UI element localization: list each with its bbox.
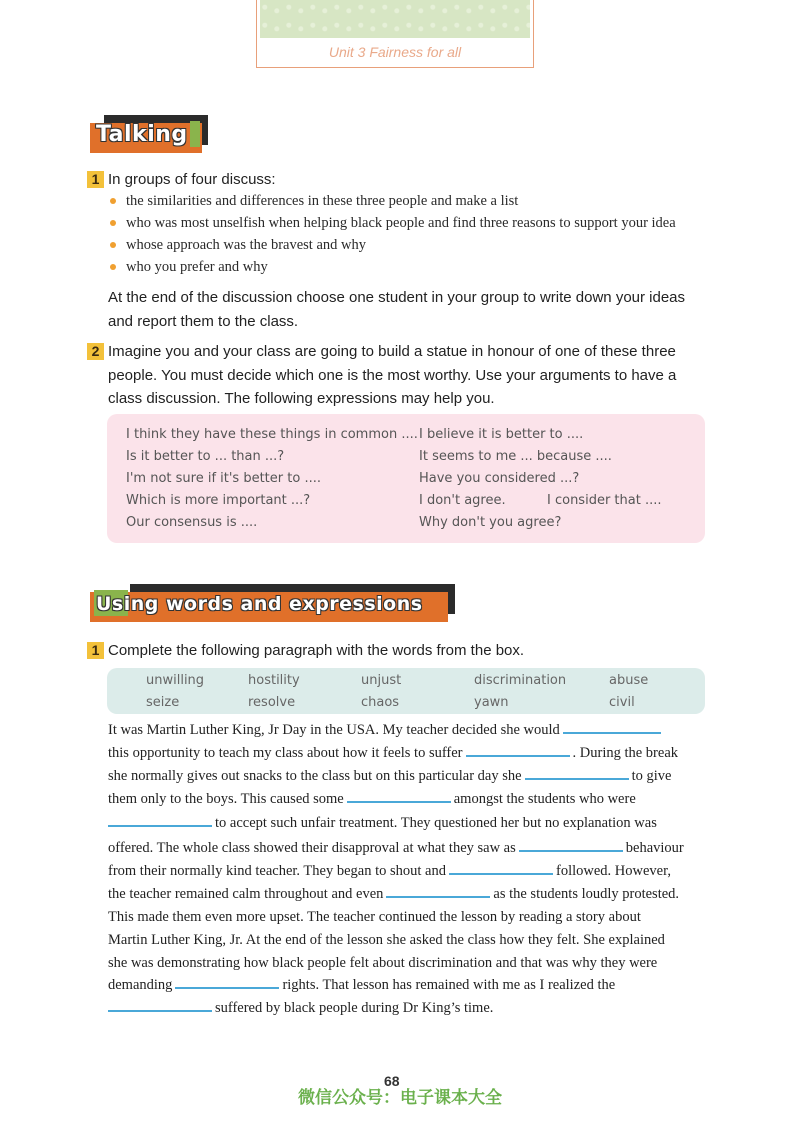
paragraph-text: behaviour — [625, 840, 684, 856]
expression-right: Why don't you agree? — [419, 515, 562, 530]
paragraph-line — [108, 745, 678, 762]
fill-in-blank[interactable] — [108, 1010, 212, 1012]
paragraph-line: she was demonstrating how black people felt about discrimination and that was why they were — [108, 955, 658, 971]
paragraph-text: as the students loudly protested. — [493, 886, 680, 902]
expression-extra: I consider that .... — [547, 493, 662, 508]
task1-after-line2: and report them to the class. — [108, 313, 299, 330]
fill-in-blank[interactable] — [466, 755, 570, 757]
paragraph-line: Martin Luther King, Jr. At the end of the lesson she asked the class how they felt. She explained — [108, 932, 665, 948]
word-item: hostility — [248, 673, 300, 688]
fill-in-blank[interactable] — [519, 850, 623, 852]
task-number-badge: 2 — [87, 343, 104, 360]
word-item: abuse — [609, 673, 649, 688]
paragraph-text: It was Martin Luther King, Jr Day in the USA. My teacher decided she would — [108, 722, 560, 738]
paragraph-text: she normally gives out snacks to the class but on this particular day she — [108, 768, 522, 784]
paragraph-text: amongst the students who were — [453, 791, 636, 807]
expression-right: I don't agree. — [419, 493, 506, 508]
paragraph-line — [108, 1000, 493, 1017]
task2-line3: class discussion. The following expressions may help you. — [108, 390, 495, 407]
unit-title: Unit 3 Fairness for all — [328, 44, 462, 60]
word-item: unjust — [361, 673, 402, 688]
useful-expressions-box — [107, 414, 705, 543]
paragraph-text: to accept such unfair treatment. They questioned her but no explanation was — [215, 815, 657, 831]
paragraph-text: them only to the boys. This caused some — [108, 791, 344, 807]
fill-in-blank[interactable] — [563, 732, 661, 734]
page-number: 68 — [384, 1073, 400, 1089]
header-decoration — [260, 0, 530, 38]
expression-left: I think they have these things in common .... — [126, 427, 418, 442]
task-number-badge: 1 — [87, 171, 104, 188]
word-box — [107, 668, 705, 714]
expression-right: It seems to me ... because .... — [419, 449, 612, 464]
bullet-item: the similarities and differences in these three people and make a list — [108, 190, 718, 212]
paragraph-text: to give — [631, 768, 672, 784]
using-words-banner — [90, 584, 460, 624]
unit-header — [256, 0, 534, 68]
task1-intro: In groups of four discuss: — [108, 171, 276, 188]
word-item: unwilling — [146, 673, 205, 688]
word-item: resolve — [248, 695, 296, 710]
paragraph-text: . During the break — [572, 745, 679, 761]
expression-right: I believe it is better to .... — [419, 427, 584, 442]
expression-right: Have you considered ...? — [419, 471, 580, 486]
paragraph-text: offered. The whole class showed their disapproval at what they saw as — [108, 840, 516, 856]
paragraph-line — [108, 886, 679, 903]
task2-line2: people. You must decide which one is the most worthy. Use your arguments to have a — [108, 367, 677, 384]
using-words-title: Using words and expressions — [96, 593, 423, 615]
paragraph-text: suffered by black people during Dr King’s time. — [215, 1000, 494, 1016]
task2-line1: Imagine you and your class are going to build a statue in honour of one of these three — [108, 343, 676, 360]
paragraph-text: this opportunity to teach my class about how it feels to suffer — [108, 745, 463, 761]
paragraph-line — [108, 863, 671, 880]
fill-in-blank[interactable] — [525, 778, 629, 780]
paragraph-text: the teacher remained calm throughout and even — [108, 886, 384, 902]
bullet-item: who was most unselfish when helping black people and find three reasons to support your idea — [108, 212, 718, 234]
paragraph-line — [108, 768, 671, 785]
paragraph-text: from their normally kind teacher. They began to shout and — [108, 863, 446, 879]
paragraph-text: demanding — [108, 977, 173, 993]
bullet-item: whose approach was the bravest and why — [108, 234, 718, 256]
task-number-badge: 1 — [87, 642, 104, 659]
paragraph-text: rights. That lesson has remained with me as I realized the — [282, 977, 616, 993]
fill-in-blank[interactable] — [175, 987, 279, 989]
paragraph-line — [108, 840, 684, 857]
expression-left: Our consensus is .... — [126, 515, 258, 530]
word-item: chaos — [361, 695, 400, 710]
talking-title: Talking — [96, 122, 188, 147]
word-item: civil — [609, 695, 635, 710]
watermark-text: 微信公众号：电子课本大全 — [298, 1088, 502, 1108]
paragraph-line: This made them even more upset. The teacher continued the lesson by reading a story about — [108, 909, 641, 925]
word-item: yawn — [474, 695, 509, 710]
paragraph-line — [108, 722, 664, 739]
bullet-item: who you prefer and why — [108, 256, 718, 278]
fill-in-blank[interactable] — [386, 896, 490, 898]
expression-left: Which is more important ...? — [126, 493, 311, 508]
fill-in-blank[interactable] — [347, 801, 451, 803]
expression-left: Is it better to ... than ...? — [126, 449, 285, 464]
paragraph-text: followed. However, — [555, 863, 671, 879]
talking-banner — [90, 115, 210, 155]
fill-in-blank[interactable] — [449, 873, 553, 875]
word-item: seize — [146, 695, 180, 710]
fill-in-blank[interactable] — [108, 825, 212, 827]
paragraph-line — [108, 815, 657, 832]
paragraph-line — [108, 791, 636, 808]
word-item: discrimination — [474, 673, 567, 688]
discussion-bullet-list — [108, 190, 718, 278]
expression-left: I'm not sure if it's better to .... — [126, 471, 321, 486]
paragraph-line — [108, 977, 615, 994]
task-instruction: Complete the following paragraph with the words from the box. — [108, 642, 525, 659]
task1-after-line1: At the end of the discussion choose one student in your group to write down your ideas — [108, 289, 686, 306]
